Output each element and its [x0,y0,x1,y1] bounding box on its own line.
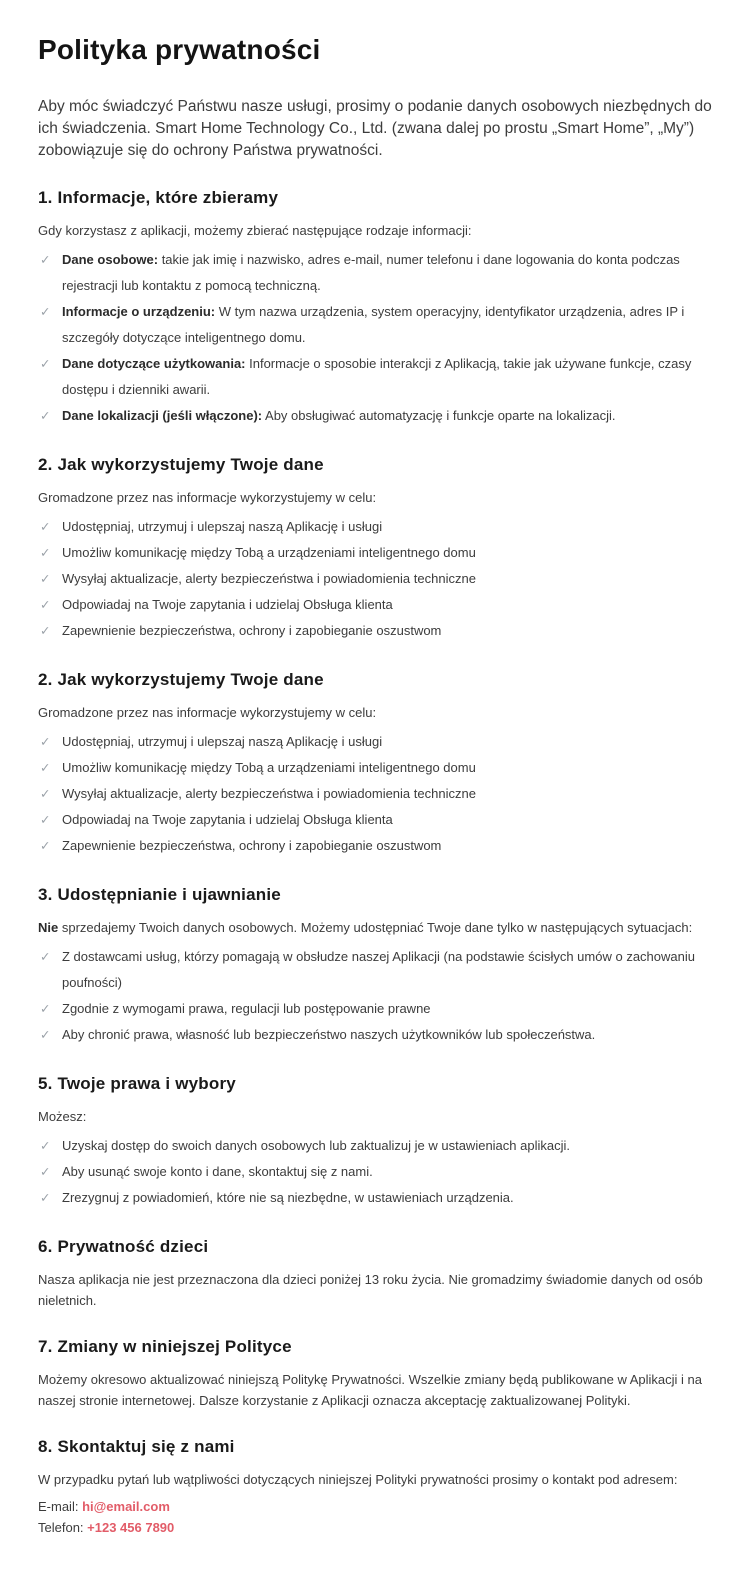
list-item-bold-lead: Informacje o urządzeniu: [62,304,216,320]
list-item [38,807,712,833]
list-item [38,833,712,859]
check-icon: ✓ [40,1191,51,1206]
policy-section [38,668,712,859]
list-item-text: Uzyskaj dostęp do swoich danych osobowych lub zaktualizuj je w ustawieniach aplikacji. [62,1138,570,1154]
list-item-text: Dane dotyczące użytkowania: Informacje o sposobie interakcji z Aplikacją, takie jak używane funkcje, czasy dostępu i dzienniki awarii. [62,356,692,398]
list-item [38,1022,712,1048]
list-item [38,592,712,618]
contact-link[interactable]: +123 456 7890 [87,1520,175,1536]
section-paragraph: Gromadzone przez nas informacje wykorzystujemy w celu: [38,490,377,506]
list-item-text: Zgodnie z wymogami prawa, regulacji lub postępowanie prawne [62,1001,431,1017]
check-icon: ✓ [40,572,51,587]
section-list [38,944,712,1048]
list-item [38,1185,712,1211]
check-icon: ✓ [40,1165,51,1180]
list-item [38,514,712,540]
list-item-text: Odpowiadaj na Twoje zapytania i udzielaj Obsługa klienta [62,812,393,828]
list-item-bold-lead: Dane osobowe: [62,252,159,268]
list-item [38,1133,712,1159]
list-item [38,944,712,996]
policy-section [38,1235,712,1311]
check-icon: ✓ [40,1028,51,1043]
list-item [38,618,712,644]
contact-link[interactable]: hi@email.com [82,1499,170,1515]
contact-line [38,1517,712,1538]
paragraph-bold-lead: Nie [38,920,59,936]
check-icon: ✓ [40,735,51,750]
list-item [38,1159,712,1185]
section-list [38,514,712,644]
section-heading: 2. Jak wykorzystujemy Twoje dane [38,670,324,690]
policy-section [38,453,712,644]
section-paragraph: Gromadzone przez nas informacje wykorzystujemy w celu: [38,705,377,721]
check-icon: ✓ [40,357,51,372]
list-item-bold-lead: Dane dotyczące użytkowania: [62,356,246,372]
list-item-text: Zrezygnuj z powiadomień, które nie są niezbędne, w ustawieniach urządzenia. [62,1190,514,1206]
list-item [38,755,712,781]
section-list [38,1133,712,1211]
list-item-bold-lead: Dane lokalizacji (jeśli włączone): [62,408,263,424]
section-paragraph: Możesz: [38,1109,87,1125]
policy-section [38,883,712,1048]
list-item-text: Dane osobowe: takie jak imię i nazwisko, adres e-mail, numer telefonu i dane logowania do konta podczas rejestracji lub kontaktu z pomocą techniczną. [62,252,680,294]
check-icon: ✓ [40,546,51,561]
check-icon: ✓ [40,624,51,639]
list-item [38,996,712,1022]
section-heading: 8. Skontaktuj się z nami [38,1437,235,1457]
check-icon: ✓ [40,787,51,802]
section-list [38,247,712,429]
sections-container [38,186,712,1538]
section-paragraph: Gdy korzystasz z aplikacji, możemy zbierać następujące rodzaje informacji: [38,223,472,239]
list-item-text: Udostępniaj, utrzymuj i ulepszaj naszą Aplikację i usługi [62,734,383,750]
list-item-text: Aby usunąć swoje konto i dane, skontaktuj się z nami. [62,1164,373,1180]
list-item-text: Umożliw komunikację między Tobą a urządzeniami inteligentnego domu [62,760,476,776]
page-title: Polityka prywatności [38,34,321,65]
policy-section [38,1072,712,1211]
list-item-text: Odpowiadaj na Twoje zapytania i udzielaj Obsługa klienta [62,597,393,613]
check-icon: ✓ [40,598,51,613]
list-item [38,247,712,299]
policy-section [38,186,712,429]
section-heading: 1. Informacje, które zbieramy [38,188,279,208]
contact-label: Telefon: [38,1520,88,1536]
section-heading: 2. Jak wykorzystujemy Twoje dane [38,455,324,475]
list-item-text: Z dostawcami usług, którzy pomagają w obsłudze naszej Aplikacji (na podstawie ścisłych umów o zachowaniu poufności) [62,949,695,991]
contact-line [38,1496,712,1517]
list-item [38,403,712,429]
list-item-text: Informacje o urządzeniu: W tym nazwa urządzenia, system operacyjny, identyfikator urządzenia, adres IP i szczegóły dotyczące inteligentnego domu. [62,304,685,346]
check-icon: ✓ [40,839,51,854]
list-item-text: Wysyłaj aktualizacje, alerty bezpieczeństwa i powiadomienia techniczne [62,786,476,802]
check-icon: ✓ [40,409,51,424]
check-icon: ✓ [40,520,51,535]
list-item [38,781,712,807]
list-item [38,299,712,351]
check-icon: ✓ [40,1002,51,1017]
list-item-text: Dane lokalizacji (jeśli włączone): Aby obsługiwać automatyzację i funkcje oparte na lokalizacji. [62,408,616,424]
check-icon: ✓ [40,813,51,828]
list-item-text: Aby chronić prawa, własność lub bezpieczeństwo naszych użytkowników lub społeczeństwa. [62,1027,596,1043]
check-icon: ✓ [40,950,51,965]
section-paragraph: Nie sprzedajemy Twoich danych osobowych. Możemy udostępniać Twoje dane tylko w następujących sytuacjach: [38,920,693,936]
list-item-text: Zapewnienie bezpieczeństwa, ochrony i zapobieganie oszustwom [62,838,442,854]
section-heading: 6. Prywatność dzieci [38,1237,209,1257]
check-icon: ✓ [40,761,51,776]
section-paragraph: W przypadku pytań lub wątpliwości dotyczących niniejszej Polityki prywatności prosimy o kontakt pod adresem: [38,1472,678,1488]
list-item [38,566,712,592]
section-paragraph: Możemy okresowo aktualizować niniejszą Politykę Prywatności. Wszelkie zmiany będą publikowane w Aplikacji i na naszej stronie internetowej. Dalsze korzystanie z Aplikacji oznacza akceptację zaktualizowanej Polityki. [38,1372,703,1409]
policy-section [38,1435,712,1538]
list-item [38,351,712,403]
check-icon: ✓ [40,1139,51,1154]
list-item-text: Zapewnienie bezpieczeństwa, ochrony i zapobieganie oszustwom [62,623,442,639]
policy-section [38,1335,712,1411]
section-list [38,729,712,859]
list-item [38,729,712,755]
section-heading: 5. Twoje prawa i wybory [38,1074,236,1094]
list-item [38,540,712,566]
section-heading: 7. Zmiany w niniejszej Polityce [38,1337,292,1357]
list-item-text: Udostępniaj, utrzymuj i ulepszaj naszą Aplikację i usługi [62,519,383,535]
check-icon: ✓ [40,253,51,268]
section-paragraph: Nasza aplikacja nie jest przeznaczona dla dzieci poniżej 13 roku życia. Nie gromadzimy świadomie danych od osób nieletnich. [38,1272,703,1309]
list-item-text: Umożliw komunikację między Tobą a urządzeniami inteligentnego domu [62,545,476,561]
list-item-text: Wysyłaj aktualizacje, alerty bezpieczeństwa i powiadomienia techniczne [62,571,476,587]
section-heading: 3. Udostępnianie i ujawnianie [38,885,281,905]
intro-paragraph: Aby móc świadczyć Państwu nasze usługi, prosimy o podanie danych osobowych niezbędnych do ich świadczenia. Smart Home Technology Co., Ltd. (zwana dalej po prostu „Smart Home”, „My”) zobowiązuje się do ochrony Państwa prywatności. [38,98,712,160]
contact-label: E-mail: [38,1499,83,1515]
check-icon: ✓ [40,305,51,320]
